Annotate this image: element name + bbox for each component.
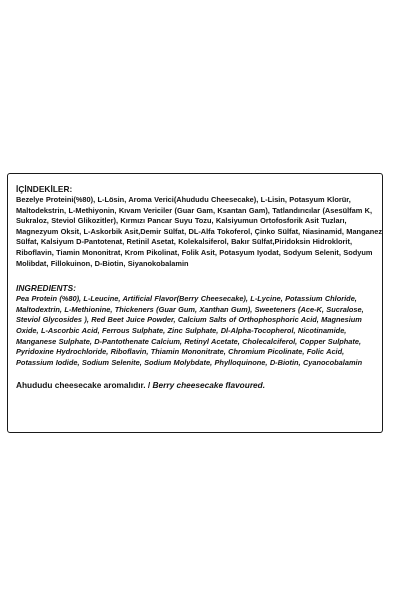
flavour-statement-tr: Ahududu cheesecake aromalıdır. <box>16 380 146 391</box>
english-ingredients-heading: INGREDIENTS: <box>16 283 77 294</box>
label-content <box>16 184 382 391</box>
english-ingredients-text: Pea Protein (%80), L-Leucine, Artificial Flavor(Berry Cheesecake), L-Lycine, Potassium Chloride, Maltodextrin, L-Methionine, Thickeners (Guar Gum, Xanthan Gum), Sweeteners (Ace-K, Sucralose, Steviol Glycosides ), Red Beet Juice Powder, Calcium Salts of Orthophosphoric Acid, Magnesium Oxide, L-Ascorbic Acid, Ferrous Sulphate, Zinc Sulphate, Dl-Alpha-Tocopherol, Nicotinamide, Manganese Sulphate, D-Pantothenate Calcium, Retinyl Acetate, Cholecalciferol, Copper Sulphate, Pyridoxine Hydrochloride, Riboflavin, Thiamin Mononitrate, Chromium Picolinate, Folic Acid, Potassium Iodide, Sodium Selenite, Sodium Molybdate, Phylloquinone, D-Biotin, Cyanocobalamin <box>16 294 364 367</box>
turkish-ingredients-text: Bezelye Proteini(%80), L-Lösin, Aroma Verici(Ahududu Cheesecake), L-Lisin, Potasyum Klorür, Maltodekstrin, L-Methiyonin, Kıvam Vericiler (Guar Gam, Ksantan Gam), Tatlandırıcılar (Asesülfam K, Sukraloz, Steviol Glikozitler), Kırmızı Pancar Suyu Tozu, Kalsiyumun Ortofosforik Asit Tuzları, Magnezyum Oksit, L-Askorbik Asit,Demir Sülfat, DL-Alfa Tokoferol, Çinko Sülfat, Niasinamid, Manganez Sülfat, Kalsiyum D-Pantotenat, Retinil Asetat, Kolekalsiferol, Bakır Sülfat,Piridoksin Hidroklorit, Riboflavin, Tiamin Mononitrat, Krom Pikolinat, Folik Asit, Potasyum Iyodat, Sodyum Selenit, Sodyum Molibdat, Fillokuinon, D-Biotin, Siyanokobalamin <box>16 195 383 268</box>
turkish-ingredients-section <box>16 184 382 269</box>
turkish-ingredients-heading: İÇİNDEKİLER: <box>16 184 73 194</box>
flavour-statement-en: Berry cheesecake flavoured. <box>152 380 266 391</box>
flavour-separator: / <box>145 380 153 391</box>
flavour-statement <box>16 380 382 391</box>
english-ingredients-section <box>16 283 382 368</box>
